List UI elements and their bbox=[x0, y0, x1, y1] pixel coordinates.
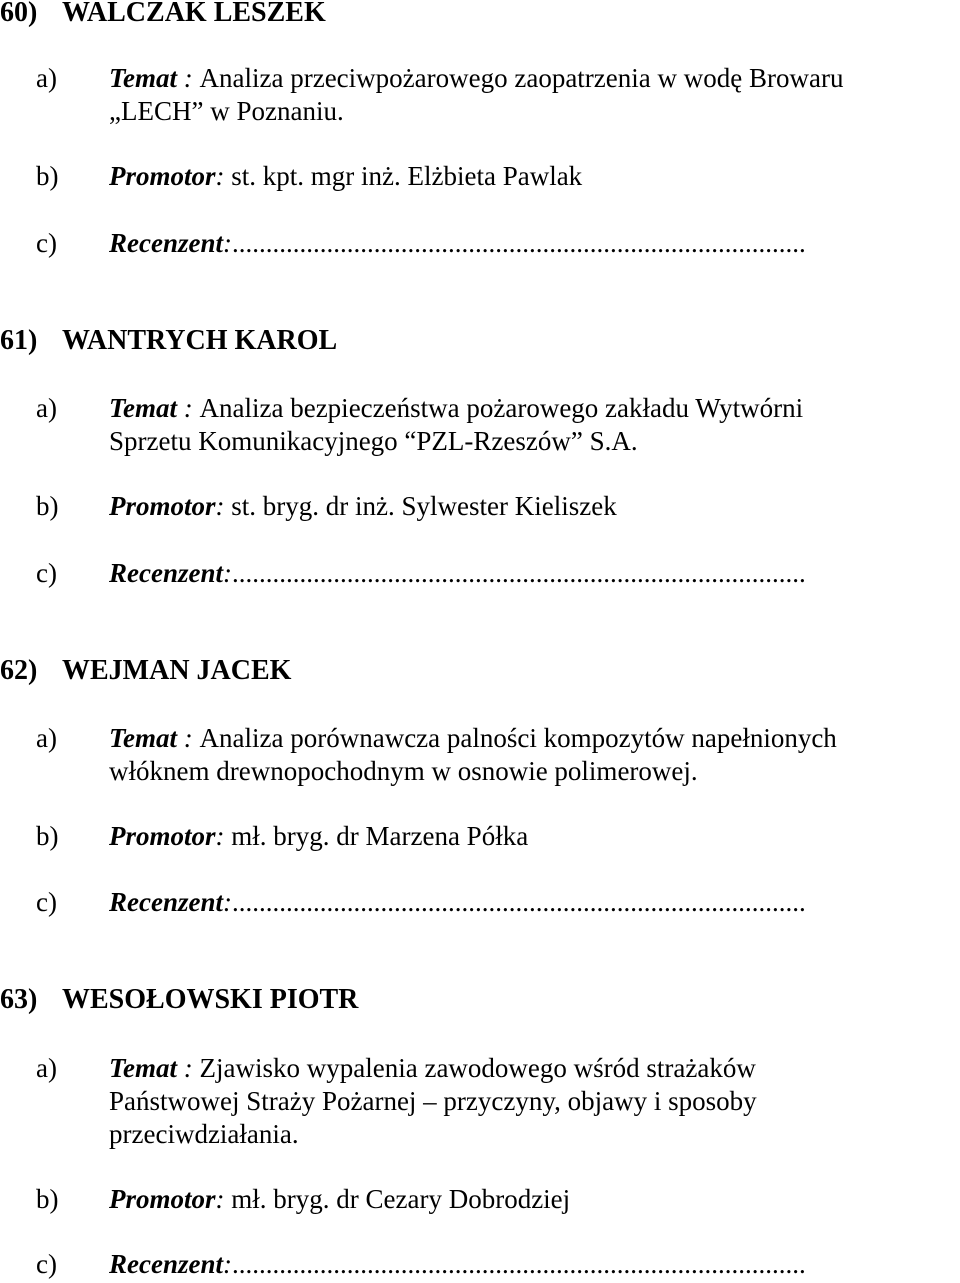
reviewer-body bbox=[109, 557, 954, 590]
supervisor-body bbox=[109, 820, 954, 853]
label-separator: : bbox=[177, 63, 200, 93]
item-letter: c) bbox=[36, 1249, 57, 1279]
topic-body bbox=[109, 722, 954, 788]
entry-heading bbox=[0, 654, 291, 687]
entry-heading bbox=[0, 0, 326, 29]
reviewer-blank: ..................................................................................... bbox=[232, 887, 806, 917]
topic-text: Analiza bezpieczeństwa pożarowego zakładu Wytwórni Sprzetu Komunikacyjnego “PZL-Rzeszów” S.A. bbox=[109, 393, 804, 456]
supervisor-name: st. bryg. dr inż. Sylwester Kieliszek bbox=[231, 491, 617, 521]
item-letter: a) bbox=[36, 1053, 57, 1083]
label-separator: : bbox=[223, 1249, 232, 1279]
item-letter: c) bbox=[36, 887, 57, 917]
entry-heading bbox=[0, 983, 358, 1016]
label-separator: : bbox=[177, 1053, 200, 1083]
reviewer-body bbox=[109, 227, 954, 260]
item-letter: a) bbox=[36, 63, 57, 93]
student-name: WEJMAN JACEK bbox=[62, 655, 292, 686]
label-separator: : bbox=[215, 1184, 232, 1214]
label-separator: : bbox=[215, 161, 232, 191]
supervisor-name: mł. bryg. dr Cezary Dobrodziej bbox=[231, 1184, 571, 1214]
topic-body bbox=[109, 62, 954, 128]
item-letter: b) bbox=[36, 821, 59, 851]
topic-body bbox=[109, 1052, 954, 1151]
supervisor-name: mł. bryg. dr Marzena Półka bbox=[231, 821, 529, 851]
supervisor-body bbox=[109, 490, 954, 523]
reviewer-body bbox=[109, 1248, 954, 1281]
topic-label: Temat bbox=[109, 393, 178, 423]
item-letter: b) bbox=[36, 491, 59, 521]
reviewer-body bbox=[109, 886, 954, 919]
label-separator: : bbox=[223, 887, 232, 917]
topic-text: Zjawisko wypalenia zawodowego wśród strażaków Państwowej Straży Pożarnej – przyczyny, objawy i sposoby przeciwdziałania. bbox=[109, 1053, 757, 1149]
item-letter: b) bbox=[36, 161, 59, 191]
item-letter: b) bbox=[36, 1184, 59, 1214]
supervisor-name: st. kpt. mgr inż. Elżbieta Pawlak bbox=[231, 161, 583, 191]
topic-label: Temat bbox=[109, 723, 178, 753]
label-separator: : bbox=[215, 821, 232, 851]
supervisor-body bbox=[109, 160, 954, 193]
reviewer-label: Recenzent bbox=[109, 887, 223, 917]
reviewer-blank: ..................................................................................... bbox=[232, 558, 806, 588]
item-letter: a) bbox=[36, 393, 57, 423]
item-letter: c) bbox=[36, 228, 57, 258]
entry-heading bbox=[0, 324, 337, 357]
student-name: WESOŁOWSKI PIOTR bbox=[62, 984, 359, 1015]
student-name: WANTRYCH KAROL bbox=[62, 325, 338, 356]
label-separator: : bbox=[177, 723, 200, 753]
topic-label: Temat bbox=[109, 63, 178, 93]
entry-number: 60) bbox=[0, 0, 38, 28]
item-letter: c) bbox=[36, 558, 57, 588]
reviewer-blank: ..................................................................................... bbox=[232, 1249, 806, 1279]
reviewer-label: Recenzent bbox=[109, 558, 223, 588]
topic-text: Analiza przeciwpożarowego zaopatrzenia w wodę Browaru „LECH” w Poznaniu. bbox=[109, 63, 844, 126]
supervisor-body bbox=[109, 1183, 954, 1216]
label-separator: : bbox=[223, 558, 232, 588]
item-letter: a) bbox=[36, 723, 57, 753]
entry-number: 61) bbox=[0, 325, 38, 356]
student-name: WALCZAK LESZEK bbox=[62, 0, 326, 28]
label-separator: : bbox=[177, 393, 200, 423]
label-separator: : bbox=[223, 228, 232, 258]
supervisor-label: Promotor bbox=[109, 821, 216, 851]
entry-number: 62) bbox=[0, 655, 38, 686]
supervisor-label: Promotor bbox=[109, 161, 216, 191]
label-separator: : bbox=[215, 491, 232, 521]
reviewer-label: Recenzent bbox=[109, 228, 223, 258]
reviewer-label: Recenzent bbox=[109, 1249, 223, 1279]
topic-text: Analiza porównawcza palności kompozytów napełnionych włóknem drewnopochodnym w osnowie polimerowej. bbox=[109, 723, 837, 786]
reviewer-blank: ..................................................................................... bbox=[232, 228, 806, 258]
topic-label: Temat bbox=[109, 1053, 178, 1083]
supervisor-label: Promotor bbox=[109, 1184, 216, 1214]
supervisor-label: Promotor bbox=[109, 491, 216, 521]
topic-body bbox=[109, 392, 954, 458]
entry-number: 63) bbox=[0, 984, 38, 1015]
